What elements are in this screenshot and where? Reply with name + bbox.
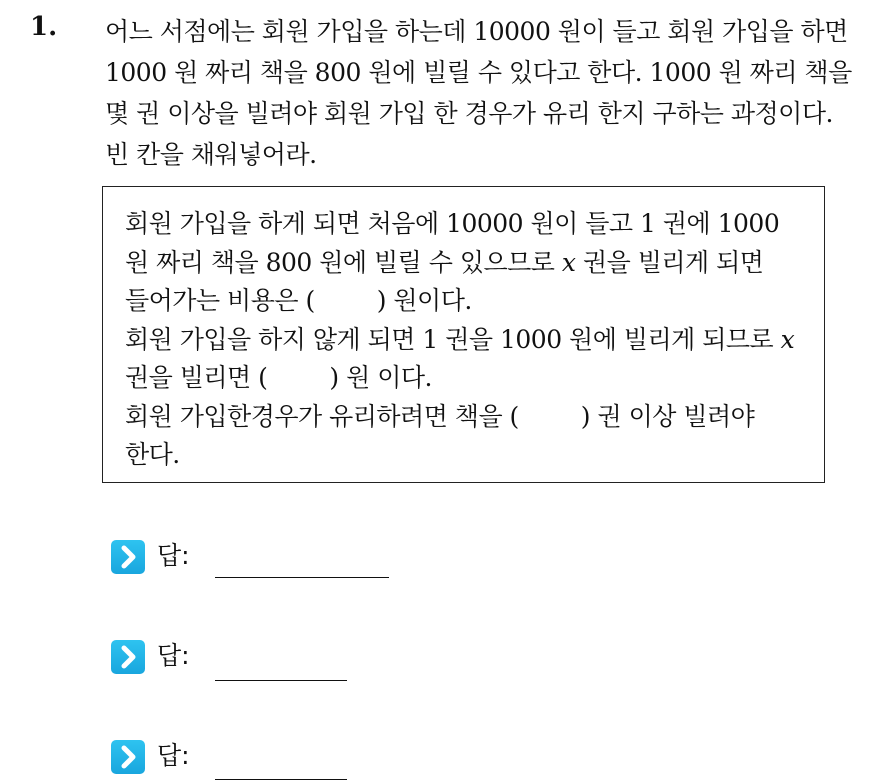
box-text: 한다. [125, 440, 180, 469]
variable-x: x [780, 324, 795, 354]
answer-label: 답: [157, 641, 190, 670]
answer-field[interactable] [215, 680, 347, 681]
fill-in-box [102, 186, 825, 483]
box-text: 회원 가입을 하게 되면 처음에 10000 원이 들고 1 권에 1000 [125, 209, 780, 238]
box-line [125, 321, 794, 360]
box-text: 원 짜리 책을 800 원에 빌릴 수 있으므로 [125, 247, 555, 277]
answer-field[interactable] [215, 779, 347, 780]
chevron-right-icon [111, 740, 145, 774]
question-line: 1000 원 짜리 책을 800 원에 빌릴 수 있다고 한다. 1000 원 짜리 책을 [105, 58, 852, 87]
box-text: 회원 가입을 하지 않게 되면 1 권을 1000 원에 빌리게 되므로 [125, 324, 774, 354]
box-text: ) 원이다. [376, 286, 472, 315]
answer-field[interactable] [215, 577, 389, 578]
box-line [125, 436, 794, 475]
box-text: 권을 빌리면 ( [125, 363, 268, 392]
question-line: 몇 권 이상을 빌려야 회원 가입 한 경우가 유리 한지 구하는 과정이다. [105, 99, 833, 128]
question-line: 어느 서점에는 회원 가입을 하는데 10000 원이 들고 회원 가입을 하면 [105, 17, 848, 46]
answer-label: 답: [157, 741, 190, 770]
box-line [125, 359, 794, 398]
chevron-right-icon [111, 640, 145, 674]
box-line [125, 205, 794, 244]
question-text [105, 11, 865, 175]
box-line [125, 244, 794, 283]
box-text: 권을 빌리게 되면 [582, 247, 764, 277]
box-text: 회원 가입한경우가 유리하려면 책을 ( [125, 401, 519, 431]
problem-number: 1. [30, 12, 58, 42]
box-text: ) 권 이상 빌려야 [580, 401, 755, 431]
chevron-right-icon [111, 540, 145, 574]
variable-x: x [561, 247, 576, 277]
answer-label: 답: [157, 541, 190, 570]
box-line [125, 398, 794, 437]
box-text: ) 원 이다. [329, 363, 432, 392]
box-text: 들어가는 비용은 ( [125, 286, 315, 315]
box-line [125, 282, 794, 321]
question-line: 빈 칸을 채워넣어라. [105, 140, 317, 169]
